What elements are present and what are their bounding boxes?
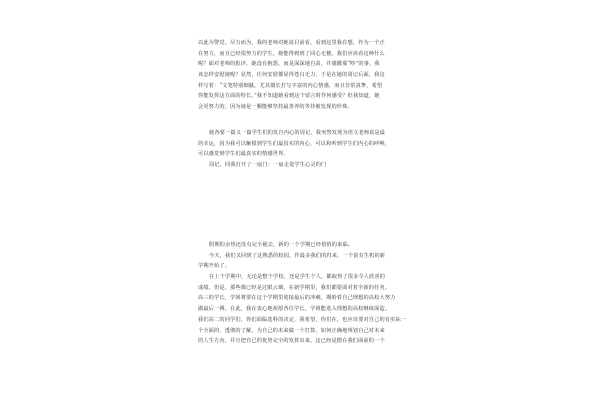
text-line: 的幸运，因为我可以触摸到学生们最真实的内心，可以和听到学生们内心的呼唤， bbox=[198, 140, 391, 147]
text-line: 高三的学长，学姐将要在这个学期里迎接最后的冲刺，期盼着自己理想的高校大努力 bbox=[198, 295, 396, 302]
text-line: 样写着：“文笔特别细腻，尤其擅长打写丰富的内心情感，而且非常真挚，希望 bbox=[198, 82, 383, 89]
text-line: 周记，同我打开了一扇门：一扇走进学生心灵的门 bbox=[209, 162, 327, 169]
text-line: 假期的余热还没有完全褪去，新的一个学期已经悄悄的来临。 bbox=[209, 242, 354, 248]
text-line: 今天，我们又回到了这熟悉的校园，作最多我们的归来，一个富有生机的新 bbox=[209, 252, 386, 259]
text-line: 我们高二的同学们，你们面临选科的决定，我希望，你们在，也应该要对自己的有实际一 bbox=[198, 316, 407, 323]
text-line: 学期开始了。 bbox=[198, 263, 231, 270]
text-line: 会更努力的，因为她是一颗能够坚持最善养的等待被发现的珍珠。 bbox=[198, 104, 353, 111]
text-line: 你能发挥这方面的特长。”我不知道她看到这个留言时作何感受？但我知道，她 bbox=[198, 93, 380, 100]
paragraph-block-2 bbox=[198, 128, 408, 171]
text-line: 以此为警觉。尽力而为，我的老师对她说目前看，看到这里我在想，作为一个正 bbox=[198, 40, 385, 46]
text-line: 在上个学期中，无论是整个学校，还是学生个人，都取得了很多令人欣喜的 bbox=[209, 274, 386, 281]
text-line: 个全面的，透彻的了解，为自己的未来做一个打算，如何正确地规划自己对未来 bbox=[198, 327, 385, 334]
paragraph-block-3 bbox=[198, 240, 408, 347]
text-line: 在努力，而且已经很努力的学生，她能得到到了回心无憾。我们应该看这种什么 bbox=[198, 50, 385, 57]
text-line: 该怎样安慰她呢？显然，任何安慰都显得苍白无力，于是在她的周记后面，我这 bbox=[198, 72, 385, 79]
text-line: 可以感觉到学生们最真实的情感世界。 bbox=[198, 151, 289, 158]
text-line: 她各要一篇又一篇学生们的发自内心的周记，我突然发现为语文老师真是最 bbox=[209, 130, 386, 136]
paragraph-block-1 bbox=[198, 38, 408, 113]
text-line: 的人生方向，并且把自己的优势完全的发挥出来。这已经是摆在我们面前的一个 bbox=[198, 338, 385, 345]
text-line: 呢？面对老师的批评，她没有抱怨，而是深深地自责，并感激那“吵”的事。我 bbox=[198, 61, 380, 68]
text-line: 成绩。但是，那些都已经是过眼云烟，在新学期里，我们都要面对着全新的任务。 bbox=[198, 284, 391, 291]
text-line: 做最后一搏。在此，我在衷心地祝愿各位学长，学姐能进入理想的高校继续深造。 bbox=[198, 306, 391, 313]
